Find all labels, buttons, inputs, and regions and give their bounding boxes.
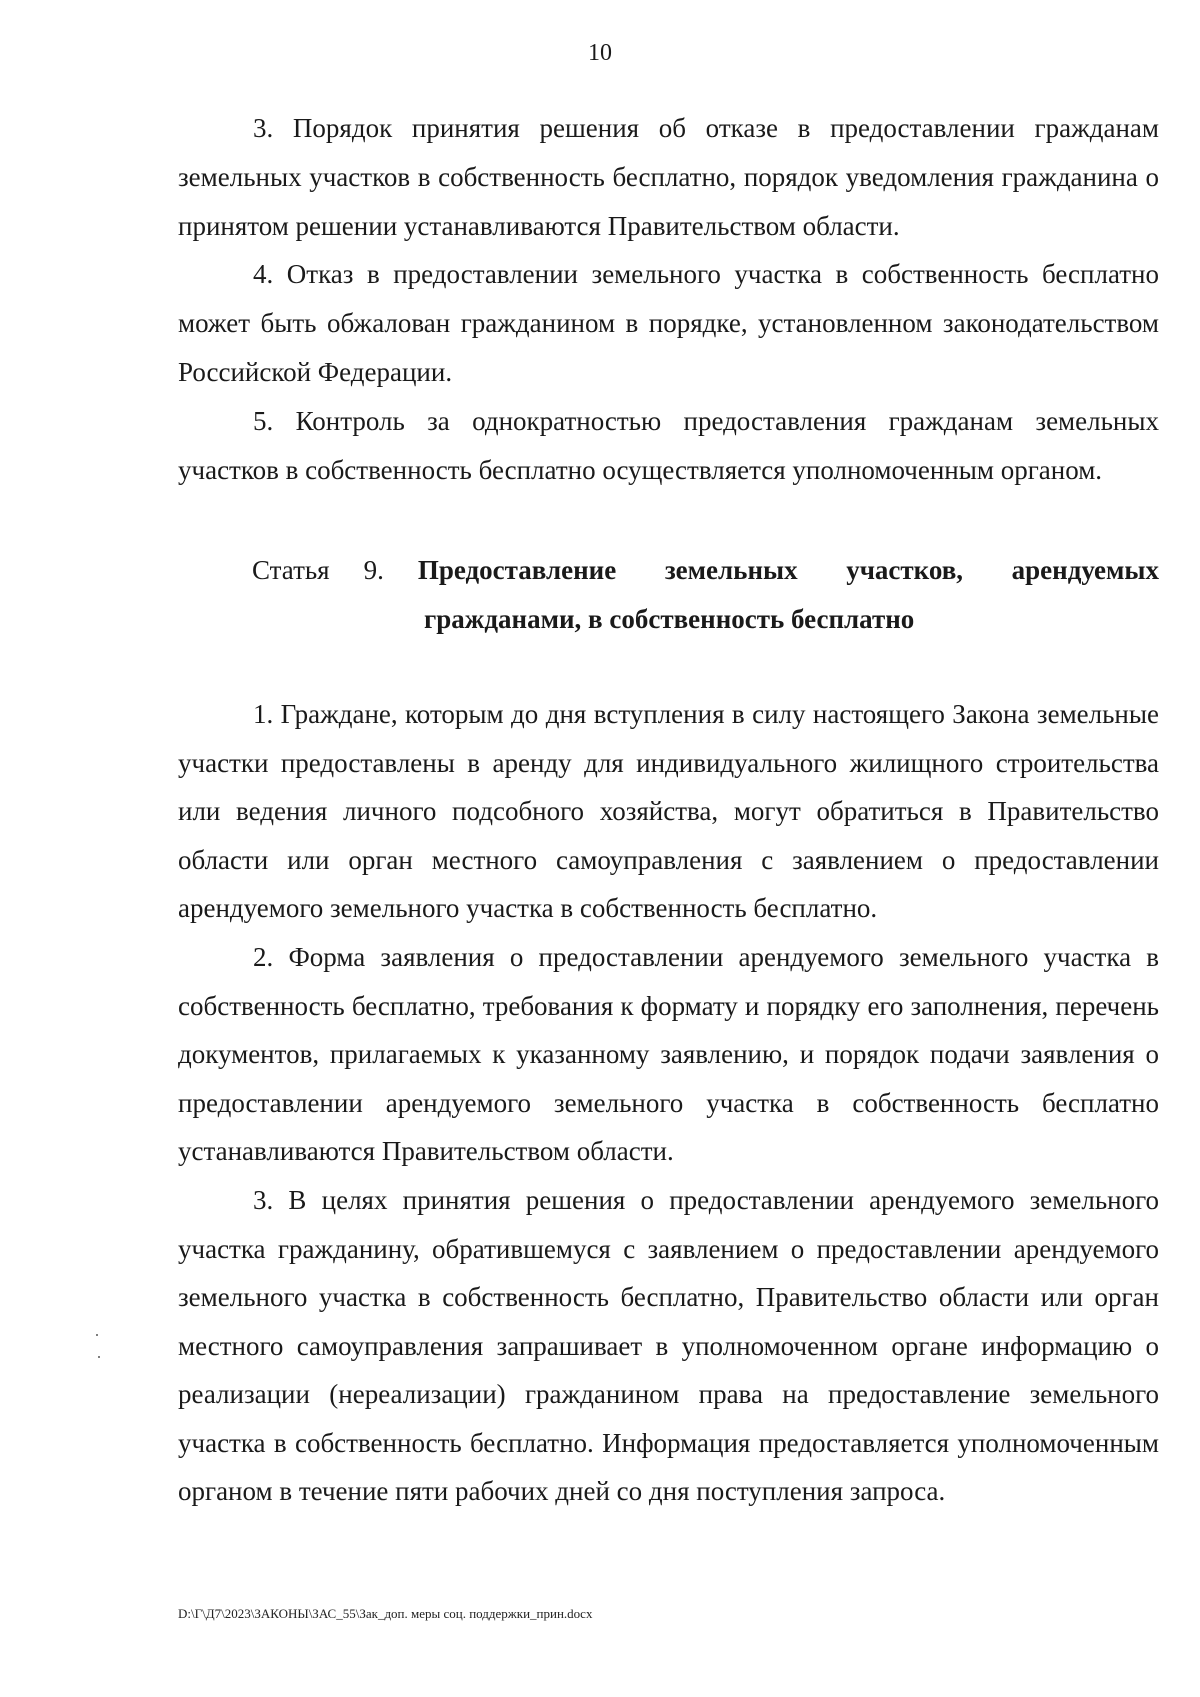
article-word: Статья	[252, 555, 330, 586]
article-9-paragraph-3: 3. В целях принятия решения о предоставлении арендуемого земельного участка гражданину, обратившемуся с заявлением о предоставлении арендуемого земельного участка в собственность бесплатно, Правительство области или орган местного самоуправления запрашивает в уполномоченном органе информацию о реализации (нереализации) гражданином права на предоставление земельного участка в собственность бесплатно. Информация предоставляется уполномоченным органом в течение пяти рабочих дней со дня поступления запроса.	[178, 1184, 1159, 1507]
article-title-line-2: гражданами, в собственность бесплатно	[424, 604, 915, 635]
article-9-paragraph-1: 1. Граждане, которым до дня вступления в силу настоящего Закона земельные участки предоставлены в аренду для индивидуального жилищного строительства или ведения личного подсобного хозяйства, могут обратиться в Правительство области или орган местного самоуправления с заявлением о предоставлении арендуемого земельного участка в собственность бесплатно.	[178, 698, 1159, 924]
paragraph-4-appeal: 4. Отказ в предоставлении земельного участка в собственность бесплатно может быть обжалован гражданином в порядке, установленном законодательством Российской Федерации.	[178, 259, 1159, 387]
scan-speck	[98, 1356, 100, 1358]
scan-speck	[96, 1334, 98, 1336]
paragraph-5-control: 5. Контроль за однократностью предоставления гражданам земельных участков в собственность бесплатно осуществляется уполномоченным органом.	[178, 405, 1159, 485]
article-9-paragraph-2: 2. Форма заявления о предоставлении арендуемого земельного участка в собственность бесплатно, требования к формату и порядку его заполнения, перечень документов, прилагаемых к указанному заявлению, и порядок подачи заявления о предоставлении арендуемого земельного участка в собственность бесплатно устанавливаются Правительством области.	[178, 941, 1159, 1167]
page-number: 10	[588, 40, 612, 66]
article-heading-line-1	[178, 546, 1159, 595]
article-heading	[178, 546, 1159, 644]
paragraph-3-refusal-procedure: 3. Порядок принятия решения об отказе в предоставлении гражданам земельных участков в собственность бесплатно, порядок уведомления гражданина о принятом решении устанавливаются Правительством области.	[178, 113, 1159, 241]
document-body	[178, 104, 1159, 1516]
article-label	[252, 546, 418, 595]
article-title-line-1: Предоставление земельных участков, арендуемых	[417, 555, 1159, 586]
footer-file-path: D:\Г\Д7\2023\ЗАКОНЫ\ЗАС_55\Зак_доп. меры соц. поддержки_прин.docx	[178, 1606, 593, 1621]
article-number: 9.	[363, 555, 384, 586]
